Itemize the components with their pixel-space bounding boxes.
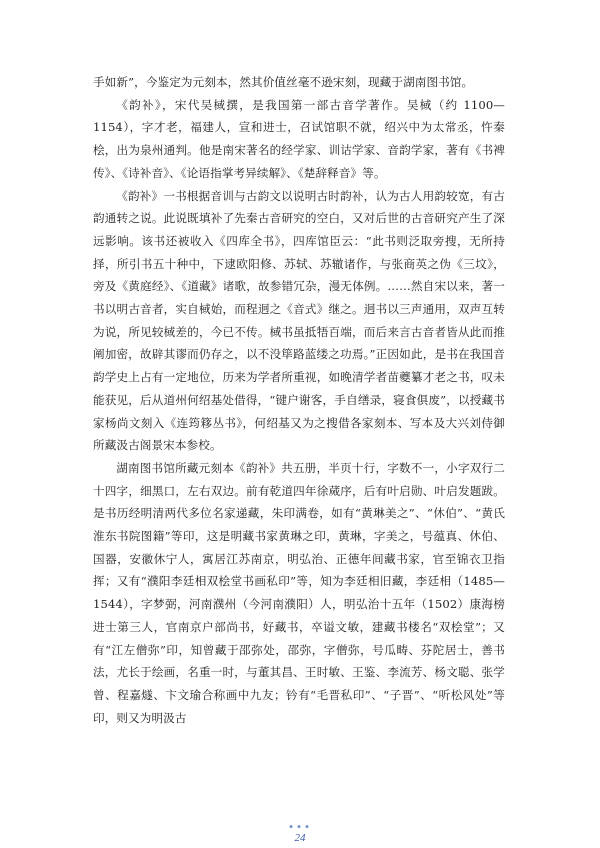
- paragraph-hunan-library-copy: 湖南图书馆所藏元刻本《韵补》共五册，半页十行，字数不一，小字双行二十四字，细黑口，左右双边。前有乾道四年徐蒇序，后有叶启勋、叶启发题跋。是书历经明清两代多位名家递藏，朱印满卷，如有“黄琳美之”、“休伯”、“黄氏淮东书院图籍”等印，这是明藏书家黄琳之印，黄琳，字美之，号蕴真、休伯、国器，安徽休宁人，寓居江苏南京，明弘治、正德年间藏书家，官至锦衣卫指挥；又有“濮阳李廷相双桧堂书画私印”等，知为李廷相旧藏，李廷相（1485—1544），字梦弼，河南濮州（今河南濮阳）人，明弘治十五年（1502）康海榜进士第三人，官南京户部尚书，好藏书，卒谥文敏，建藏书楼名“双桧堂”；又有“江左僧弥”印，知曾藏于邵弥处，邵弥，字僧弥，号瓜畴、芬陀居士，善书法，尤长于绘画，名重一时，与董其昌、王时敏、王鉴、李流芳、杨文聪、张学曾、程嘉燧、卞文瑜合称画中九友；钤有“毛晋私印”、“子晋”、“听松风处”等印，则又为明汲古: [93, 460, 505, 725]
- paragraph-yunbu-content: 《韵补》一书根据音训与古韵文以说明古时韵补，认为古人用韵较宽，有古韵通转之说。此说既填补了先秦古音研究的空白，又对后世的古音研究产生了深远影响。该书还被收入《四库全书》，四库馆臣云：“此书则泛取旁搜，无所持择，所引书五十种中，下逮欧阳修、苏轼、苏辙诸作，与张商英之伪《三坟》，旁及《黄庭经》、《道藏》诸歌，故参错冗杂，漫无体例。……然自宋以来，著一书以明古音者，实自棫始，而程迥之《音式》继之。迥书以三声通用，双声互转为说，所见较棫差的，今已不传。棫书虽抵牾百端，而后来言古音者皆从此而推阐加密，故辟其谬而仍存之，以不没筚路蓝缕之功焉。”正因如此，是书在我国音韵学史上占有一定地位，历来为学者所重视，如晚清学者苗夔纂才老之书，叹未能获见，后从道州何绍基处借得，“键户谢客，手自缮录，寝食俱废”，以授藏书家杨尚文刻入《连筠簃丛书》，何绍基又为之搜借各家刻本、写本及大兴刘侍御所藏汲古阁景宋本参校。: [93, 188, 505, 453]
- footer-ornament: •••: [288, 822, 312, 833]
- paragraph-yunbu-author: 《韵补》，宋代吴棫撰，是我国第一部古音学著作。吴棫（约 1100—1154），字才老，福建人，宣和进士，召试馆职不就，绍兴中为太常丞，忤秦桧，出为泉州通判。他是南宋著名的经学家、训诂学家、音韵学家，著有《书裨传》、《诗补音》、《论语指掌考异续解》、《楚辞释音》等。: [93, 97, 505, 180]
- body-text: [93, 71, 505, 729]
- page-number: 24: [294, 832, 306, 844]
- paragraph-continuation: 手如新”，今鉴定为元刻本，然其价值丝毫不逊宋刻，现藏于湖南图书馆。: [93, 75, 474, 89]
